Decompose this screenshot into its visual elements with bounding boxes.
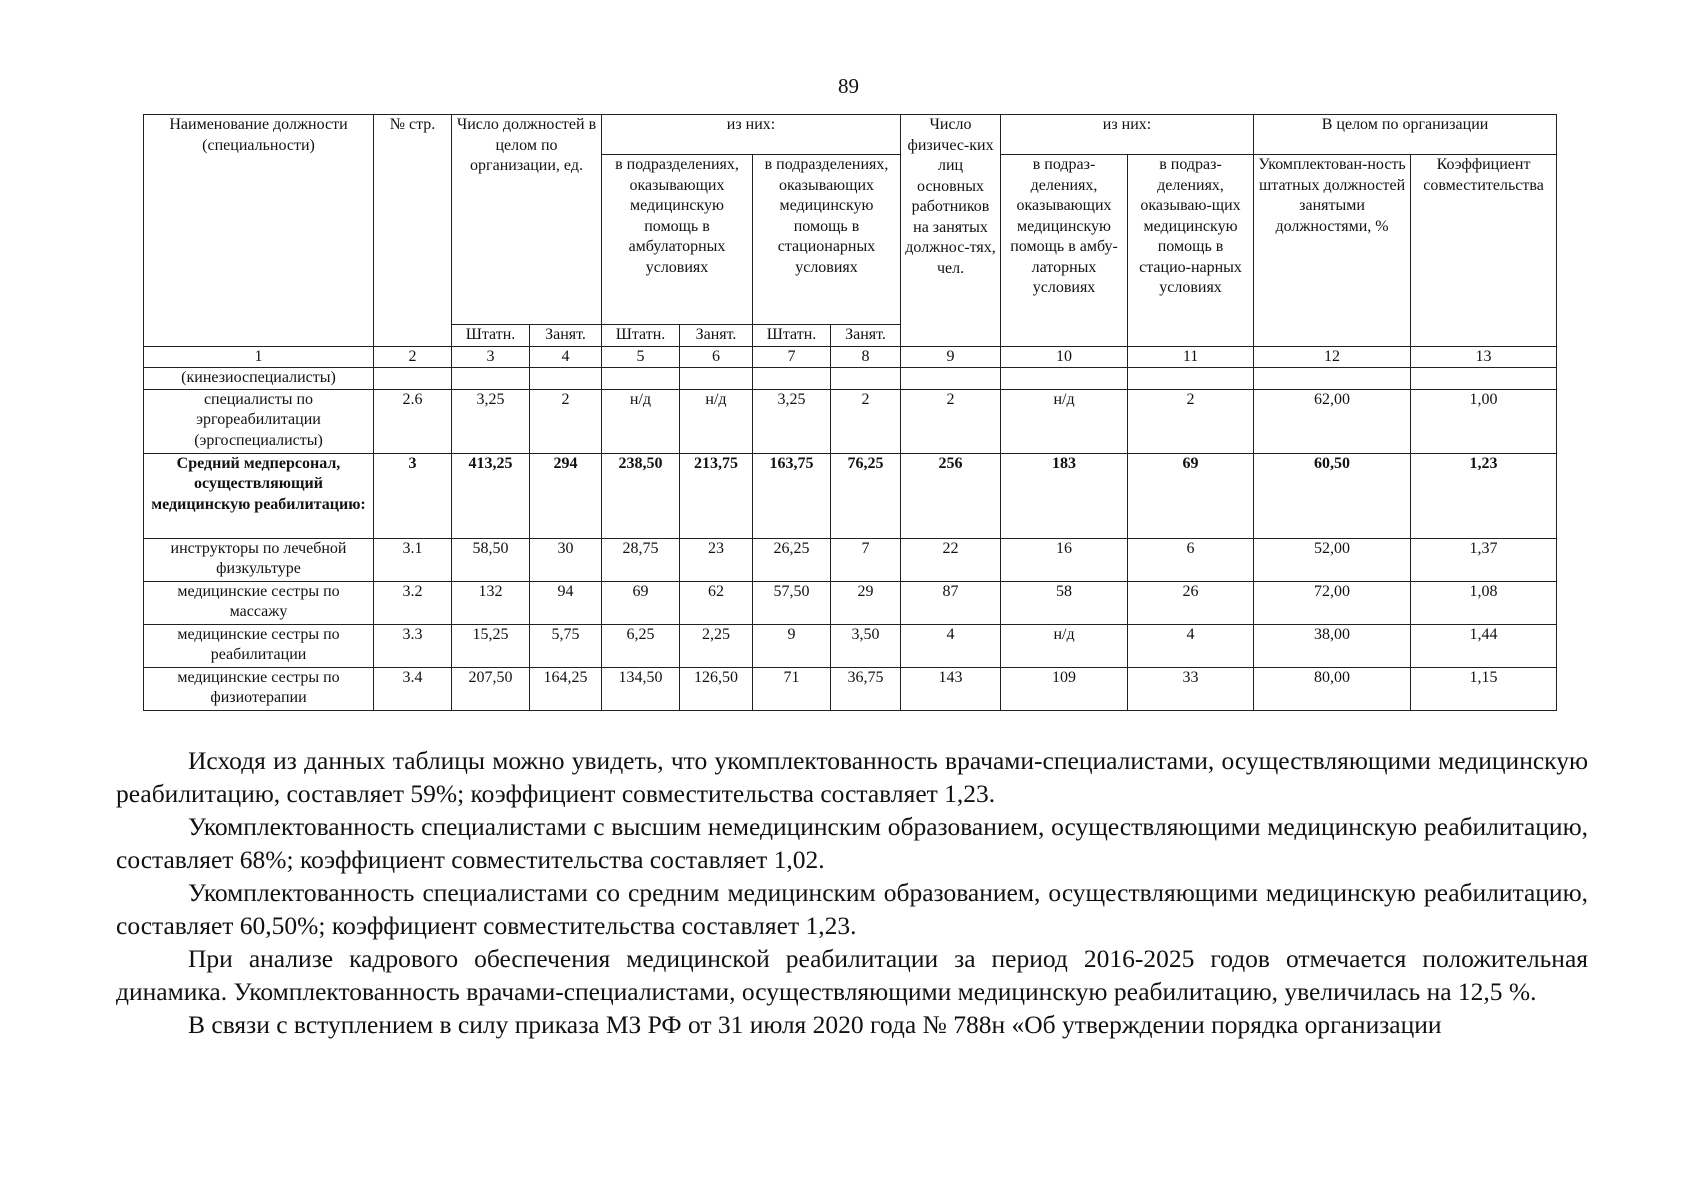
table-cell <box>1128 368 1254 390</box>
table-cell: 38,00 <box>1254 624 1411 667</box>
subheader-staff: Штатн. <box>753 325 831 347</box>
table-body <box>144 368 1557 711</box>
paragraph: Укомплектованность специалистами с высшим немедицинским образованием, осуществляющими медицинскую реабилитацию, составляет 68%; коэффициент совместительства составляет 1,02. <box>116 812 1588 874</box>
table-cell: 36,75 <box>831 667 901 710</box>
table-cell: 2 <box>1128 389 1254 453</box>
table-cell <box>753 368 831 390</box>
row-name-cell: Средний медперсонал, осуществляющий медицинскую реабилитацию: <box>144 453 374 538</box>
table-cell: 16 <box>1001 538 1128 581</box>
table-cell: 109 <box>1001 667 1128 710</box>
table-cell: н/д <box>602 389 680 453</box>
col-header-individuals: Число физичес-ких лиц основных работников на занятых должнос-тях, чел. <box>901 115 1001 347</box>
table-cell <box>374 368 452 390</box>
table-row <box>144 667 1557 710</box>
table-cell: 2 <box>530 389 602 453</box>
table-row <box>144 453 1557 538</box>
table-cell: 294 <box>530 453 602 538</box>
column-number: 5 <box>602 346 680 368</box>
table-cell: 71 <box>753 667 831 710</box>
table-cell: 2,25 <box>680 624 753 667</box>
subheader-occupied: Занят. <box>680 325 753 347</box>
table-cell: 213,75 <box>680 453 753 538</box>
col-header-inpatient-units: в подразделениях, оказывающих медицинскую помощь в стационарных условиях <box>753 155 901 325</box>
subheader-occupied: Занят. <box>831 325 901 347</box>
table-cell <box>1411 368 1557 390</box>
table-row <box>144 624 1557 667</box>
table-cell: 1,23 <box>1411 453 1557 538</box>
table-cell: 33 <box>1128 667 1254 710</box>
header-row-1 <box>144 115 1557 155</box>
table-cell: 76,25 <box>831 453 901 538</box>
table-cell: 1,00 <box>1411 389 1557 453</box>
row-name-cell: медицинские сестры по реабилитации <box>144 624 374 667</box>
col-header-of-them-1: из них: <box>602 115 901 155</box>
table-cell: 126,50 <box>680 667 753 710</box>
col-header-of-them-2: из них: <box>1001 115 1254 155</box>
table-cell: 4 <box>901 624 1001 667</box>
column-number: 10 <box>1001 346 1128 368</box>
table-cell: 2 <box>831 389 901 453</box>
table-cell: 72,00 <box>1254 581 1411 624</box>
table-cell: н/д <box>1001 389 1128 453</box>
table-cell: 29 <box>831 581 901 624</box>
column-number: 13 <box>1411 346 1557 368</box>
table-cell: 3.2 <box>374 581 452 624</box>
table-cell: 9 <box>753 624 831 667</box>
table-cell: 134,50 <box>602 667 680 710</box>
col-header-name: Наименование должности (специальности) <box>144 115 374 347</box>
table-cell: 69 <box>602 581 680 624</box>
table-cell: 60,50 <box>1254 453 1411 538</box>
table-row <box>144 538 1557 581</box>
col-header-ind-outpatient: в подраз-делениях, оказывающих медицинскую помощь в амбу-латорных условиях <box>1001 155 1128 347</box>
table-cell <box>1001 368 1128 390</box>
col-header-row-no: № стр. <box>374 115 452 347</box>
table-cell: 238,50 <box>602 453 680 538</box>
table-cell: 183 <box>1001 453 1128 538</box>
table-cell: 23 <box>680 538 753 581</box>
table-cell: 26 <box>1128 581 1254 624</box>
page-number: 89 <box>838 74 859 98</box>
column-number: 11 <box>1128 346 1254 368</box>
table-cell: 256 <box>901 453 1001 538</box>
col-header-positions-total: Число должностей в целом по организации, ед. <box>452 115 602 325</box>
table-cell: 6,25 <box>602 624 680 667</box>
table-cell: 62 <box>680 581 753 624</box>
paragraph: В связи с вступлением в силу приказа МЗ РФ от 31 июля 2020 года № 788н «Об утверждении порядка организации <box>188 1010 1442 1039</box>
table-cell: 30 <box>530 538 602 581</box>
table-row <box>144 581 1557 624</box>
table-cell: 22 <box>901 538 1001 581</box>
row-name-cell: медицинские сестры по физиотерапии <box>144 667 374 710</box>
paragraph: При анализе кадрового обеспечения медицинской реабилитации за период 2016-2025 годов отмечается положительная динамика. Укомплектованность врачами-специалистами, осуществляющими медицинскую реабилитацию, увеличилась на 12,5 %. <box>116 944 1588 1006</box>
table-row <box>144 389 1557 453</box>
table-cell: 58 <box>1001 581 1128 624</box>
column-number: 1 <box>144 346 374 368</box>
col-header-ind-inpatient: в подраз-делениях, оказываю-щих медицинскую помощь в стацио-нарных условиях <box>1128 155 1254 347</box>
table-cell: 163,75 <box>753 453 831 538</box>
table-cell: 164,25 <box>530 667 602 710</box>
table-cell: 3,25 <box>452 389 530 453</box>
table-cell: 132 <box>452 581 530 624</box>
column-number: 4 <box>530 346 602 368</box>
column-number: 8 <box>831 346 901 368</box>
table-cell: 3.4 <box>374 667 452 710</box>
subheader-staff: Штатн. <box>602 325 680 347</box>
table-cell: 5,75 <box>530 624 602 667</box>
table-cell: 143 <box>901 667 1001 710</box>
table-cell: 2 <box>901 389 1001 453</box>
col-header-org-total: В целом по организации <box>1254 115 1557 155</box>
table-cell: 94 <box>530 581 602 624</box>
subheader-occupied: Занят. <box>530 325 602 347</box>
col-header-coef: Коэффициент совместительства <box>1411 155 1557 347</box>
table-cell: 28,75 <box>602 538 680 581</box>
column-number-row <box>144 346 1557 368</box>
table-cell <box>602 368 680 390</box>
subheader-staff: Штатн. <box>452 325 530 347</box>
table-cell: н/д <box>680 389 753 453</box>
table-cell: 69 <box>1128 453 1254 538</box>
table-cell: 3,25 <box>753 389 831 453</box>
table-cell: 87 <box>901 581 1001 624</box>
row-name-cell: (кинезиоспециалисты) <box>144 368 374 390</box>
column-number: 12 <box>1254 346 1411 368</box>
column-number: 7 <box>753 346 831 368</box>
table-cell: 3.3 <box>374 624 452 667</box>
table-cell: 413,25 <box>452 453 530 538</box>
table-cell <box>831 368 901 390</box>
row-name-cell: специалисты по эргореабилитации (эргоспециалисты) <box>144 389 374 453</box>
table-cell <box>530 368 602 390</box>
table-cell: 4 <box>1128 624 1254 667</box>
table-cell: 1,08 <box>1411 581 1557 624</box>
table-cell: 207,50 <box>452 667 530 710</box>
column-number: 3 <box>452 346 530 368</box>
table-row <box>144 368 1557 390</box>
table-cell <box>1254 368 1411 390</box>
row-name-cell: медицинские сестры по массажу <box>144 581 374 624</box>
staffing-table <box>143 114 1557 711</box>
column-number: 9 <box>901 346 1001 368</box>
paragraph: Укомплектованность специалистами со средним медицинским образованием, осуществляющими медицинскую реабилитацию, составляет 60,50%; коэффициент совместительства составляет 1,23. <box>116 878 1588 940</box>
column-number: 2 <box>374 346 452 368</box>
table-cell: 3.1 <box>374 538 452 581</box>
table-cell: 52,00 <box>1254 538 1411 581</box>
table-cell: 26,25 <box>753 538 831 581</box>
table-cell: 6 <box>1128 538 1254 581</box>
table-cell: 2.6 <box>374 389 452 453</box>
table-cell: 1,44 <box>1411 624 1557 667</box>
col-header-staffing-pct: Укомплектован-ность штатных должностей занятыми должностями, % <box>1254 155 1411 347</box>
table-cell: 58,50 <box>452 538 530 581</box>
table-cell: 57,50 <box>753 581 831 624</box>
col-header-outpatient-units: в подразделениях, оказывающих медицинскую помощь в амбулаторных условиях <box>602 155 753 325</box>
table-cell: 1,15 <box>1411 667 1557 710</box>
table-cell: 62,00 <box>1254 389 1411 453</box>
table-cell <box>901 368 1001 390</box>
table-cell <box>452 368 530 390</box>
table-cell: н/д <box>1001 624 1128 667</box>
table-cell: 1,37 <box>1411 538 1557 581</box>
table-cell: 3,50 <box>831 624 901 667</box>
table-cell: 80,00 <box>1254 667 1411 710</box>
column-number: 6 <box>680 346 753 368</box>
table-cell <box>680 368 753 390</box>
table-cell: 15,25 <box>452 624 530 667</box>
row-name-cell: инструкторы по лечебной физкультуре <box>144 538 374 581</box>
table-cell: 3 <box>374 453 452 538</box>
paragraph: Исходя из данных таблицы можно увидеть, что укомплектованность врачами-специалистами, осуществляющими медицинскую реабилитацию, составляет 59%; коэффициент совместительства составляет 1,23. <box>116 746 1588 808</box>
body-text <box>116 744 1588 1041</box>
table-cell: 7 <box>831 538 901 581</box>
